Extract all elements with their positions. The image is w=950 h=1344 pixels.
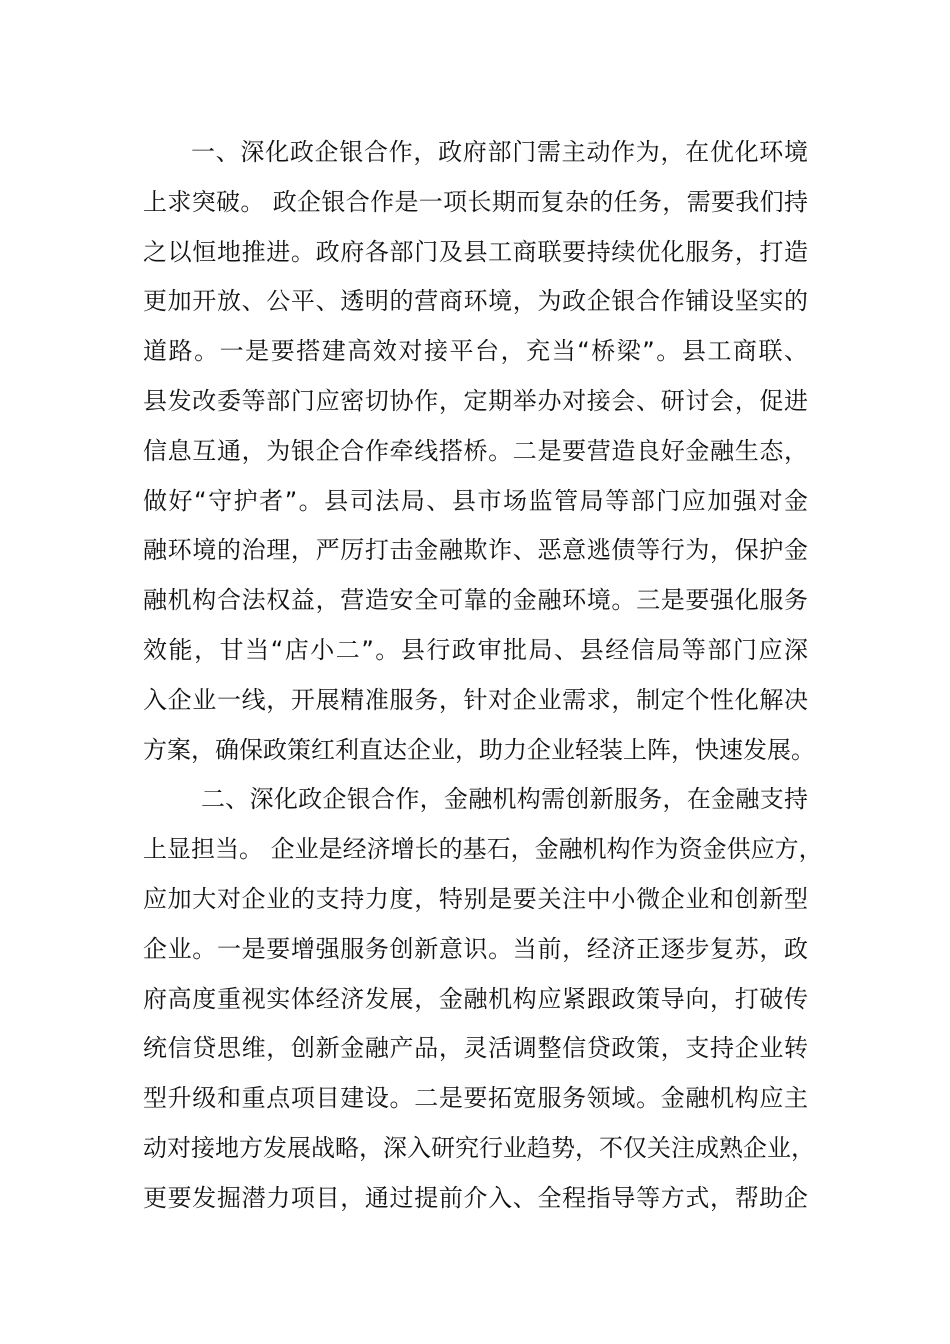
paragraph-financial-institutions — [143, 775, 823, 1223]
paragraph-line: 县发改委等部门应密切协作，定期举办对接会、研讨会，促进 — [143, 386, 808, 415]
paragraph-line: 企业。一是要增强服务创新意识。当前，经济正逐步复苏，政 — [143, 934, 808, 963]
paragraph-line: 一、深化政企银合作，政府部门需主动作为，在优化环境 — [191, 138, 808, 166]
paragraph-line: 道路。一是要搭建高效对接平台，充当“桥梁”。县工商联、 — [143, 337, 808, 366]
paragraph-line: 二、深化政企银合作，金融机构需创新服务，在金融支持 — [201, 785, 808, 814]
paragraph-line: 信息互通，为银企合作牵线搭桥。二是要营造良好金融生态， — [143, 436, 808, 465]
paragraph-line: 方案，确保政策红利直达企业，助力企业轻装上阵，快速发展。 — [143, 735, 815, 764]
paragraph-line: 融机构合法权益，营造安全可靠的金融环境。三是要强化服务 — [143, 586, 808, 615]
paragraph-line: 型升级和重点项目建设。二是要拓宽服务领域。金融机构应主 — [143, 1084, 808, 1113]
paragraph-line: 入企业一线，开展精准服务，针对企业需求，制定个性化解决 — [143, 685, 808, 714]
paragraph-line: 应加大对企业的支持力度，特别是要关注中小微企业和创新型 — [143, 884, 808, 913]
paragraph-line: 效能，甘当“店小二”。县行政审批局、县经信局等部门应深 — [143, 635, 808, 664]
paragraph-line: 统信贷思维，创新金融产品，灵活调整信贷政策，支持企业转 — [143, 1034, 808, 1063]
paragraph-line: 上求突破。 政企银合作是一项长期而复杂的任务，需要我们持 — [143, 187, 808, 216]
paragraph-line: 更加开放、公平、透明的营商环境，为政企银合作铺设坚实的 — [143, 287, 808, 316]
paragraph-line: 做好“守护者”。县司法局、县市场监管局等部门应加强对金 — [143, 486, 808, 515]
paragraph-line: 更要发掘潜力项目，通过提前介入、全程指导等方式，帮助企 — [143, 1183, 808, 1212]
paragraph-line: 融环境的治理，严厉打击金融欺诈、恶意逃债等行为，保护金 — [143, 536, 808, 565]
paragraph-line: 上显担当。 企业是经济增长的基石，金融机构作为资金供应方， — [143, 835, 823, 864]
paragraph-government-departments — [143, 128, 815, 775]
paragraph-line: 府高度重视实体经济发展，金融机构应紧跟政策导向，打破传 — [143, 984, 808, 1013]
paragraph-line: 动对接地方发展战略，深入研究行业趋势，不仅关注成熟企业， — [143, 1133, 815, 1162]
paragraph-line: 之以恒地推进。政府各部门及县工商联要持续优化服务，打造 — [143, 237, 808, 266]
document-body — [143, 128, 823, 1224]
